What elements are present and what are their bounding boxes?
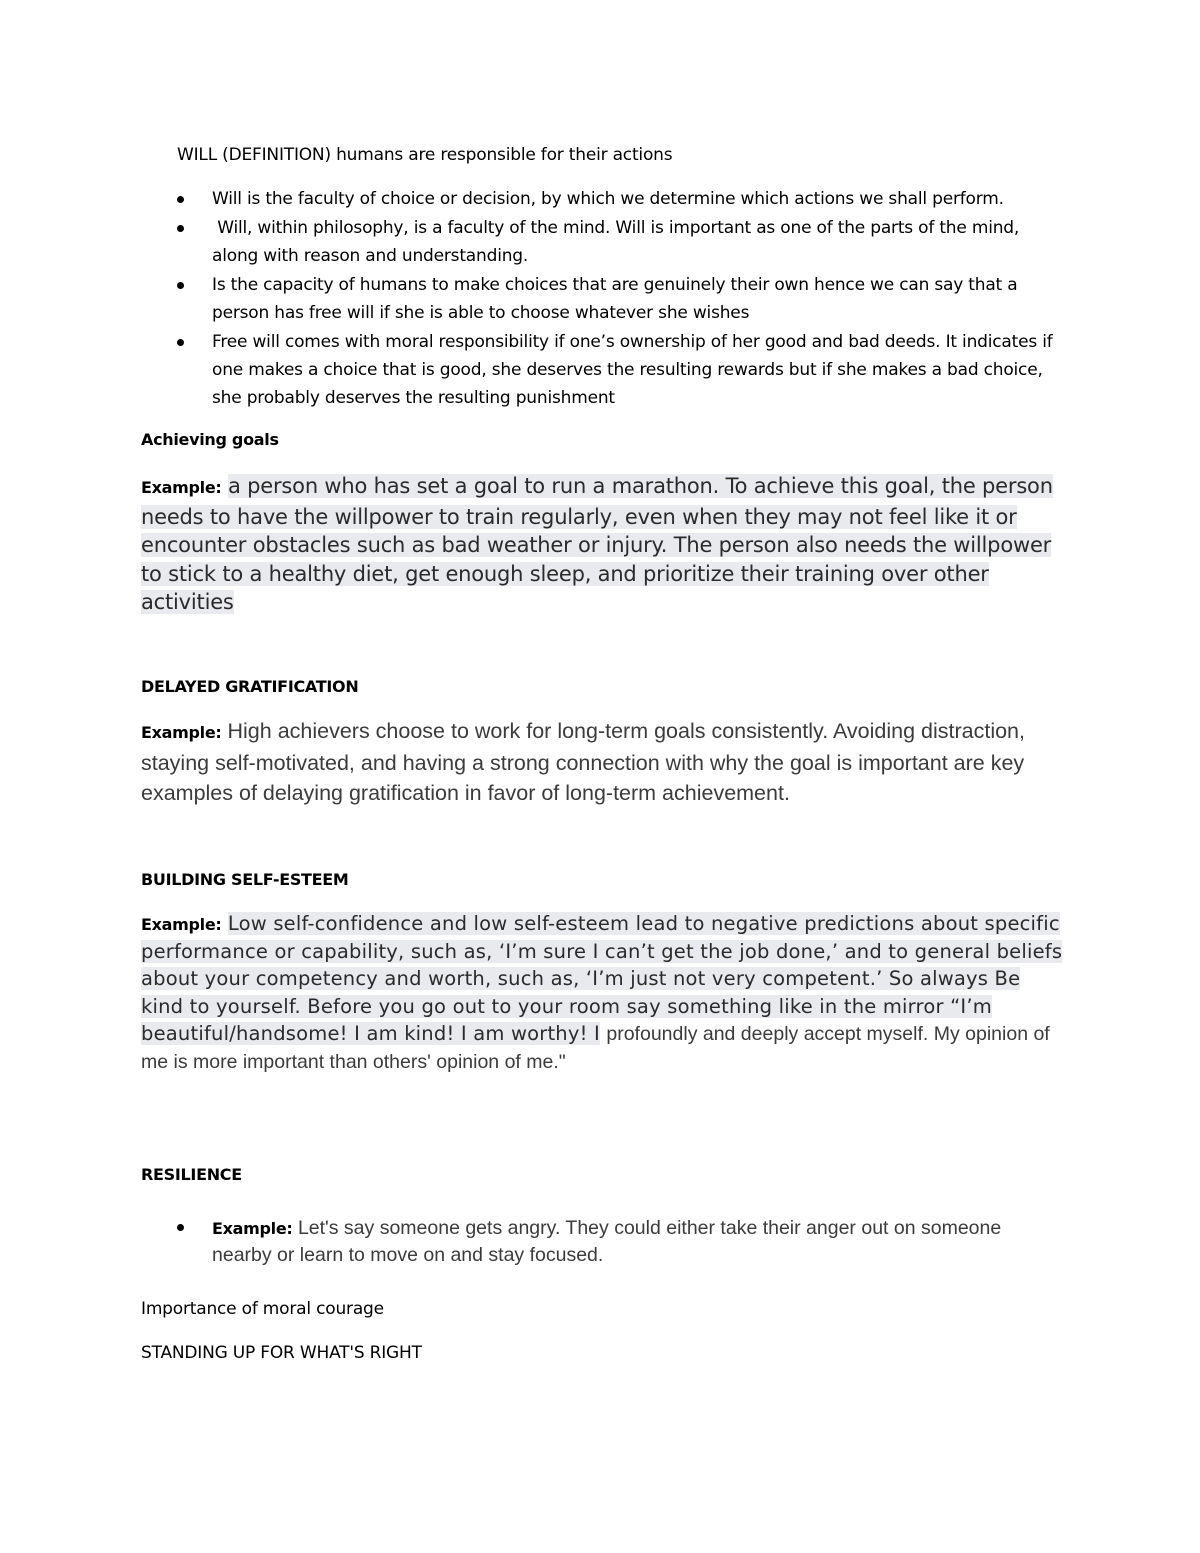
bullet-icon	[177, 225, 184, 232]
standing-up-heading: STANDING UP FOR WHAT'S RIGHT	[141, 1343, 422, 1363]
delayed-gratification-heading: DELAYED GRATIFICATION	[141, 677, 359, 696]
bullet-text: Is the capacity of humans to make choices that are genuinely their own hence we can say that a person has free will if she is able to choose whatever she wishes	[212, 275, 1018, 323]
bullet-text: Free will comes with moral responsibility if one’s ownership of her good and bad deeds. It indicates if one makes a choice that is good, she deserves the resulting rewards but if she makes a bad choice, she probably deserves the resulting punishment	[212, 332, 1053, 408]
achieving-goals-heading: Achieving goals	[141, 430, 279, 449]
will-title: WILL (DEFINITION) humans are responsible for their actions	[177, 145, 673, 165]
bullet-icon	[177, 1224, 184, 1231]
self-esteem-example	[141, 910, 1066, 1076]
bullet-text: Will, within philosophy, is a faculty of the mind. Will is important as one of the parts of the mind, along with reason and understanding.	[212, 218, 1025, 266]
example-label: Example:	[141, 915, 222, 934]
bullet-text: Will is the faculty of choice or decision, by which we determine which actions we shall perform.	[212, 189, 1004, 209]
example-label: Example:	[141, 478, 222, 497]
list-item	[177, 185, 1057, 213]
example-label: Example:	[141, 723, 222, 742]
list-item	[177, 214, 1057, 270]
bullet-icon	[177, 339, 184, 346]
bullet-icon	[177, 196, 184, 203]
example-text: Let's say someone gets angry. They could either take their anger out on someone nearby or learn to move on and stay focused.	[212, 1217, 1002, 1266]
example-text-plain: profoundly and deeply accept myself. My opinion of me is more important than others' opinion of me."	[141, 1022, 1050, 1074]
example-text: a person who has set a goal to run a marathon. To achieve this goal, the person needs to have the willpower to train regularly, even when they may not feel like it or encounter obstacles such as bad weather or injury. The person also needs the willpower to stick to a healthy diet, get enough sleep, and prioritize their training over other activities	[141, 474, 1053, 614]
achieving-goals-example	[141, 472, 1061, 617]
resilience-heading: RESILIENCE	[141, 1165, 242, 1184]
example-text: High achievers choose to work for long-term goals consistently. Avoiding distraction, staying self-motivated, and having a strong connection with why the goal is important are key examples of delaying gratification in favor of long-term achievement.	[141, 719, 1025, 805]
example-label: Example:	[212, 1219, 293, 1238]
bullet-icon	[177, 282, 184, 289]
example-text-highlighted: Low self-confidence and low self-esteem lead to negative predictions about specific performance or capability, such as, ‘I’m sure I can’t get the job done,’ and to general beliefs about your competency and worth, such as, ‘I’m just not very competent.’ So always Be kind to yourself. Before you go out to your room say something like in the mirror “I’m beautiful/handsome! I am kind! I am worthy! I	[141, 912, 1063, 1045]
list-item	[177, 1215, 1037, 1268]
list-item	[177, 271, 1057, 327]
resilience-list	[177, 1215, 1037, 1269]
self-esteem-heading: BUILDING SELF-ESTEEM	[141, 870, 349, 889]
list-item	[177, 328, 1057, 412]
will-bullet-list	[177, 185, 1057, 413]
delayed-gratification-example	[141, 716, 1061, 808]
moral-courage-heading: Importance of moral courage	[141, 1299, 384, 1319]
